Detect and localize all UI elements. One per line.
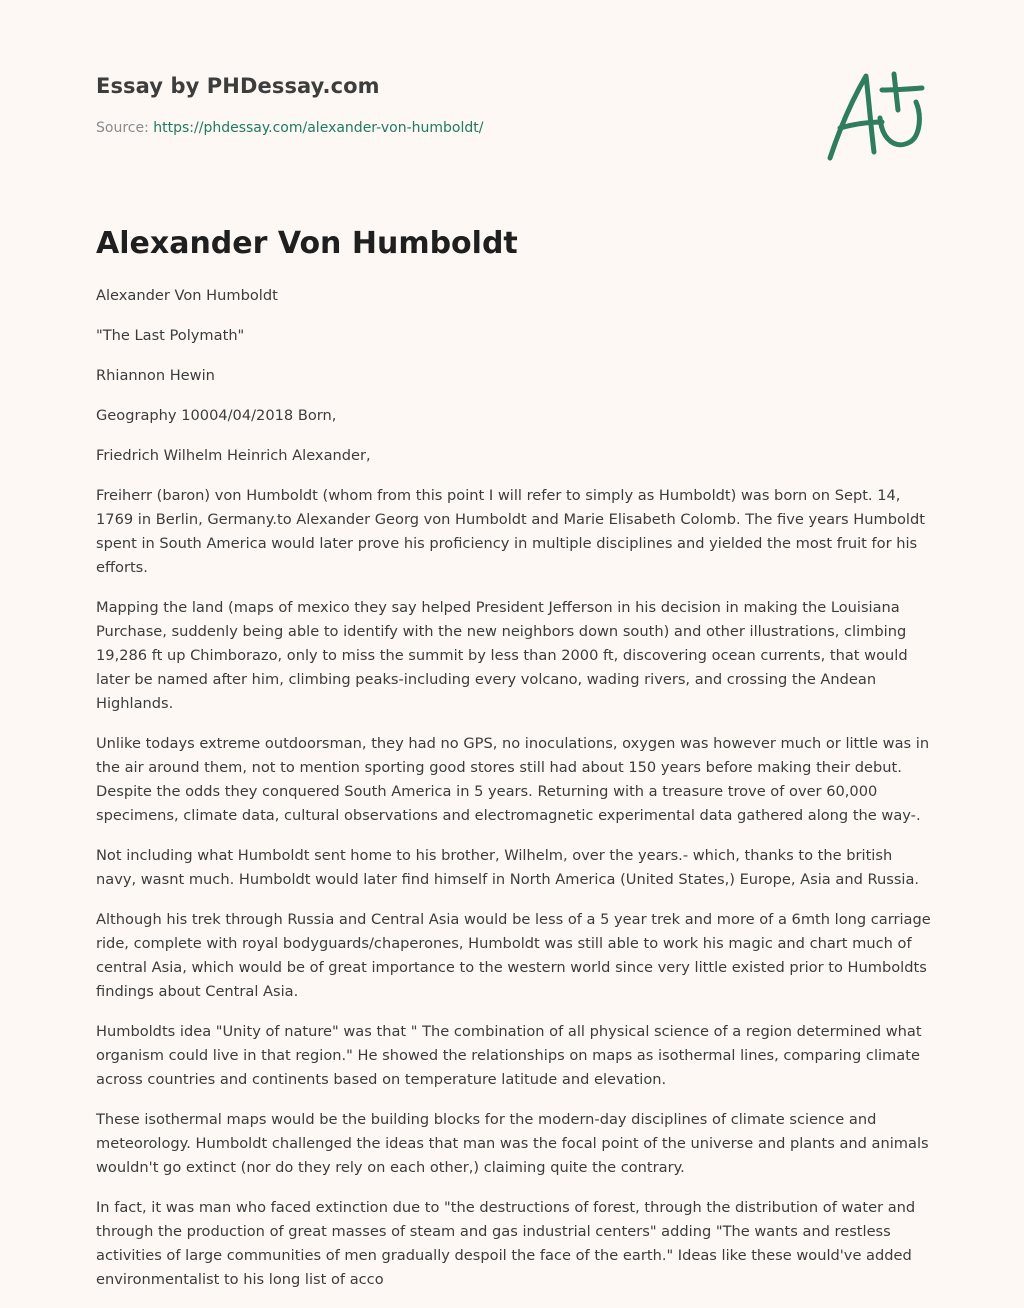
paragraph: "The Last Polymath" — [96, 327, 245, 344]
paragraph: Friedrich Wilhelm Heinrich Alexander, — [96, 447, 371, 464]
paragraph: These isothermal maps would be the building blocks for the modern-day disciplines of climate science and meteorology. Humboldt challenged the ideas that man was the focal point of the universe and plants and animals wouldn't go extinct (nor do they rely on each other,) claiming quite the contrary. — [96, 1111, 929, 1176]
paragraph: In fact, it was man who faced extinction due to "the destructions of forest, through the distribution of water and through the production of great masses of steam and gas industrial centers" adding "The wants and restless activities of large communities of men gradually despoil the face of the earth." Ideas like these would've added environmentalist to his long list of acco — [96, 1199, 916, 1288]
paragraph: Geography 10004/04/2018 Born, — [96, 407, 337, 424]
paragraph: Not including what Humboldt sent home to his brother, Wilhelm, over the years.- which, thanks to the british navy, wasnt much. Humboldt would later find himself in North America (United States,) Europe, Asia and Russia. — [96, 847, 920, 888]
paragraph: Humboldts idea "Unity of nature" was that " The combination of all physical science of a region determined what organism could live in that region." He showed the relationships on maps as isothermal lines, comparing climate across countries and continents based on temperature latitude and elevation. — [96, 1023, 922, 1088]
paragraph: Although his trek through Russia and Central Asia would be less of a 5 year trek and more of a 6mth long carriage ride, complete with royal bodyguards/chaperones, Humboldt was still able to work his magic and chart much of central Asia, which would be of great importance to the western world since very little existed prior to Humboldts findings about Central Asia. — [96, 911, 931, 1000]
a-plus-icon — [822, 66, 930, 166]
paragraph: Mapping the land (maps of mexico they say helped President Jefferson in his decision in making the Louisiana Purchase, suddenly being able to identify with the new neighbors down south) and other illustrations, climbing 19,286 ft up Chimborazo, only to miss the summit by less than 2000 ft, discovering ocean currents, that would later be named after him, climbing peaks-including every volcano, wading rivers, and crossing the Andean Highlands. — [96, 599, 908, 712]
paragraph: Unlike todays extreme outdoorsman, they had no GPS, no inoculations, oxygen was however much or little was in the air around them, not to mention sporting good stores still had about 150 years before making their debut. Despite the odds they conquered South America in 5 years. Returning with a treasure trove of over 60,000 specimens, climate data, cultural observations and electromagnetic experimental data gathered along the way-. — [96, 735, 930, 824]
paragraph: Rhiannon Hewin — [96, 367, 215, 384]
brand-title: Essay by PHDessay.com — [96, 74, 380, 98]
paragraph: Alexander Von Humboldt — [96, 287, 278, 304]
page-header — [96, 74, 736, 136]
source-link[interactable]: https://phdessay.com/alexander-von-humboldt/ — [153, 120, 484, 136]
document-body — [96, 284, 936, 1308]
document-title: Alexander Von Humboldt — [96, 226, 518, 261]
source-label: Source: — [96, 120, 149, 136]
source-line — [96, 120, 736, 136]
paragraph: Freiherr (baron) von Humboldt (whom from this point I will refer to simply as Humboldt) was born on Sept. 14, 1769 in Berlin, Germany.to Alexander Georg von Humboldt and Marie Elisabeth Colomb. The five years Humboldt spent in South America would later prove his proficiency in multiple disciplines and yielded the most fruit for his efforts. — [96, 487, 925, 576]
